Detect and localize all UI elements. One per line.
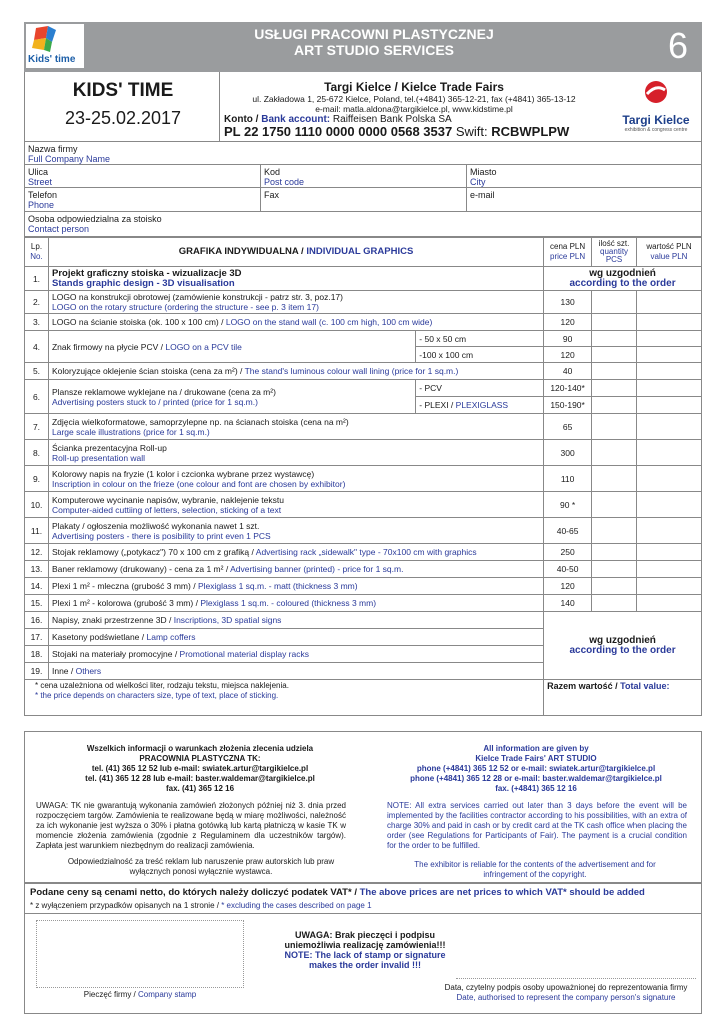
no-pl: Lp. xyxy=(30,242,43,251)
row-desc xyxy=(48,414,543,440)
street-field[interactable] xyxy=(24,165,260,188)
row-en: Roll-up presentation wall xyxy=(51,452,146,463)
head-en: INDIVIDUAL GRAPHICS xyxy=(306,246,414,257)
value-input[interactable] xyxy=(637,578,702,595)
table-row xyxy=(25,314,702,331)
row-desc xyxy=(48,595,543,612)
row-pl: Plexi 1 m² - mleczna (grubość 3 mm) / xyxy=(51,581,198,591)
company-label-en: Full Company Name xyxy=(28,154,111,164)
value-input[interactable] xyxy=(637,363,702,380)
event-name: KIDS' TIME xyxy=(72,80,174,101)
value-input[interactable] xyxy=(637,440,702,466)
row-desc xyxy=(48,466,543,492)
qty-en2: PCS xyxy=(605,255,623,264)
row-desc xyxy=(48,380,415,414)
head-pl: GRAFIKA INDYWIDUALNA / xyxy=(178,246,307,257)
targi-kielce-logo xyxy=(616,78,696,138)
row-en: Advertising posters stuck to / printed (price for 1 sq.m.) xyxy=(51,396,258,407)
table-row xyxy=(25,466,702,492)
row-pl: Koloryzujące oklejenie ścian stoiska (cena za m²) / xyxy=(51,366,245,376)
contact-pl-5: fax. (41) 365 12 16 xyxy=(165,784,235,793)
row-no: 15. xyxy=(25,595,49,612)
row-pl: Projekt graficzny stoiska - wizualizacje 3D xyxy=(51,267,242,279)
row-pl: Napisy, znaki przestrzenne 3D / xyxy=(51,615,174,625)
row-no: 3. xyxy=(25,314,49,331)
row-price: 120-140* xyxy=(544,380,592,397)
row-price: 150-190* xyxy=(544,397,592,414)
row-agree-2 xyxy=(544,612,702,680)
row-price: 120 xyxy=(544,578,592,595)
row-desc xyxy=(48,440,543,466)
row-en: Advertising posters - there is posibility to print even 1 PCS xyxy=(51,530,271,541)
row-en: LOGO on the rotary structure (ordering the structure - see p. 3 item 17) xyxy=(51,302,319,312)
col-no xyxy=(25,238,49,267)
row-pl: Komputerowe wycinanie napisów, wybranie, naklejenie tekstu xyxy=(51,494,284,505)
table-header-row xyxy=(25,238,702,267)
bank-pl: Konto / xyxy=(224,114,262,125)
row-no: 1. xyxy=(25,267,49,291)
row-pl: Znak firmowy na płycie PCV / xyxy=(51,341,166,352)
qty-input[interactable] xyxy=(592,380,637,397)
event-dates: 23-25.02.2017 xyxy=(64,108,182,128)
qty-input[interactable] xyxy=(592,347,637,363)
row-no: 9. xyxy=(25,466,49,492)
row-pl: Plansze reklamowe wyklejane na / drukowane (cena za m²) xyxy=(51,386,276,397)
targi-logo-box xyxy=(608,72,702,142)
responsibility-en: The exhibitor is reliable for the contents of the advertisement and for infringement of the copyright. xyxy=(414,860,656,879)
val-pl: wartość PLN xyxy=(646,242,692,251)
account-number: PL 22 1750 1110 0000 0000 0568 3537 xyxy=(224,124,453,139)
row-desc xyxy=(48,629,543,646)
sign-en: Date, authorised to represent the company person's signature xyxy=(456,993,676,1002)
row-price: 110 xyxy=(544,466,592,492)
row-no: 16. xyxy=(25,612,49,629)
row-desc xyxy=(48,646,543,663)
agree-en: according to the order xyxy=(569,644,676,656)
qty-input[interactable] xyxy=(592,363,637,380)
row-pl: LOGO na konstrukcji obrotowej (zamówienie konstrukcji - patrz str. 3, poz.17) xyxy=(51,292,343,302)
table-row xyxy=(25,595,702,612)
row-desc xyxy=(48,314,543,331)
row-pl: Kolorowy napis na fryzie (1 kolor i czcionka wybrane przez wystawcę) xyxy=(51,468,315,479)
row-en: Large scale illustrations (price for 1 sq.m.) xyxy=(51,426,210,437)
row-no: 2. xyxy=(25,291,49,314)
row-en: LOGO on a PCV tile xyxy=(165,341,242,352)
row-en: Promotional material display racks xyxy=(179,649,309,659)
fax-label: Fax xyxy=(264,190,280,200)
qty-en1: quantity xyxy=(600,247,629,256)
row-no: 11. xyxy=(25,518,49,544)
contact-label-pl: Osoba odpowiedzialna za stoisko xyxy=(28,214,162,224)
row-no: 4. xyxy=(25,331,49,363)
row-variant: - 50 x 50 cm xyxy=(416,331,544,347)
phone-label-en: Phone xyxy=(28,200,55,210)
row-no: 17. xyxy=(25,629,49,646)
agree-en: according to the order xyxy=(569,277,676,289)
row-no: 18. xyxy=(25,646,49,663)
price-pl: cena PLN xyxy=(550,242,586,251)
agree-pl: wg uzgodnień xyxy=(589,267,656,279)
row-pl: Stojak reklamowy („potykacz") 70 x 100 cm z grafiką / xyxy=(51,547,256,557)
vat-note xyxy=(30,887,645,898)
qty-input[interactable] xyxy=(592,331,637,347)
row-en: Plexiglass 1 sq.m. - matt (thickness 3 mm) xyxy=(197,581,358,591)
qty-input[interactable] xyxy=(592,314,637,331)
row-price: 120 xyxy=(544,314,592,331)
row-desc xyxy=(48,561,543,578)
contact-en-5: fax. (+4841) 365 12 16 xyxy=(495,784,577,793)
value-input[interactable] xyxy=(637,347,702,363)
row-en: Stands graphic design - 3D visualisation xyxy=(51,277,235,289)
postcode-field[interactable] xyxy=(260,165,466,188)
row-price: 130 xyxy=(544,291,592,314)
qty-input[interactable] xyxy=(592,291,637,314)
row-price: 40-50 xyxy=(544,561,592,578)
row-price: 120 xyxy=(544,347,592,363)
col-graphics xyxy=(48,238,543,267)
row-variant: - PCV xyxy=(416,380,544,397)
value-input[interactable] xyxy=(637,397,702,414)
contact-en-4: phone (+4841) 365 12 28 or e-mail: baster.waldemar@targikielce.pl xyxy=(410,774,662,783)
targi-logo-sub: exhibition & congress centre xyxy=(624,127,688,133)
row-no: 6. xyxy=(25,380,49,414)
row-pl: Kasetony podświetlane / xyxy=(51,632,147,642)
row-en: Computer-aided cuttiing of letters, selection, sticking of a text xyxy=(51,504,282,515)
table-row xyxy=(25,440,702,466)
agree-pl: wg uzgodnień xyxy=(589,634,656,646)
value-input[interactable] xyxy=(637,466,702,492)
note-pl: * cena uzależniona od wielkości liter, rodzaju tekstu, miejsca naklejenia. xyxy=(35,681,289,690)
targi-logo-name: Targi Kielce xyxy=(622,113,690,127)
price-en: price PLN xyxy=(550,252,586,261)
table-row xyxy=(25,331,702,347)
stamp-company-en: Company stamp xyxy=(137,990,197,999)
row-en: LOGO on the stand wall (c. 100 cm high, 100 cm wide) xyxy=(225,317,433,327)
company-stamp-label xyxy=(36,990,244,1000)
row-price: 40-65 xyxy=(544,518,592,544)
row-en: Plexiglass 1 sq.m. - coloured (thickness 3 mm) xyxy=(200,598,377,608)
value-input[interactable] xyxy=(637,492,702,518)
row-price: 300 xyxy=(544,440,592,466)
row-desc xyxy=(48,612,543,629)
header-bar xyxy=(24,22,702,72)
city-label-en: City xyxy=(470,177,486,187)
code-label-en: Post code xyxy=(264,177,305,187)
row-pl: Plakaty / ogłoszenia możliwość wykonania nawet 1 szt. xyxy=(51,520,260,531)
event-box xyxy=(24,72,220,142)
contact-pl-1: Wszelkich informacji o warunkach złożenia zlecenia udziela xyxy=(86,744,314,753)
row-no: 5. xyxy=(25,363,49,380)
row-desc xyxy=(48,331,415,363)
row-agree xyxy=(544,267,702,291)
company-label-pl: Nazwa firmy xyxy=(28,144,78,154)
responsibility-pl: Odpowiedzialność za treść reklam lub naruszenie praw autorskich lub praw wyłącznych ponosi wyłącznie wystawca. xyxy=(67,857,335,876)
vat-en: The above prices are net prices to which VAT* should be added xyxy=(359,887,645,898)
qty-input[interactable] xyxy=(592,544,637,561)
contact-en xyxy=(386,744,686,794)
table-row xyxy=(25,612,702,629)
contact-en-2: Kielce Trade Fairs' ART STUDIO xyxy=(475,754,597,763)
row-price: 250 xyxy=(544,544,592,561)
row-pl: Stojaki na materiały promocyjne / xyxy=(51,649,180,659)
val-en: value PLN xyxy=(650,252,688,261)
org-address-line: ul. Zakładowa 1, 25-672 Kielce, Poland, tel.(+4841) 365-12-21, fax (+4841) 365-13-12 xyxy=(252,94,576,104)
no-en: No. xyxy=(30,252,43,261)
qty-input[interactable] xyxy=(592,466,637,492)
col-value xyxy=(637,238,702,267)
row-no: 14. xyxy=(25,578,49,595)
value-input[interactable] xyxy=(637,518,702,544)
swift-code: RCBWPLPW xyxy=(491,124,570,139)
row-pl: Inne / xyxy=(51,666,76,676)
code-label-pl: Kod xyxy=(264,167,281,177)
qty-input[interactable] xyxy=(592,578,637,595)
col-qty xyxy=(592,238,637,267)
value-input[interactable] xyxy=(637,595,702,612)
bank-en: Bank account: xyxy=(261,114,333,125)
value-input[interactable] xyxy=(637,314,702,331)
row-desc xyxy=(48,518,543,544)
value-input[interactable] xyxy=(637,544,702,561)
row-pl: Zdjęcia wielkoformatowe, samoprzylepne np. na ścianach stoiska (cena na m²) xyxy=(51,416,349,427)
row-pl: Ścianka prezentacyjna Roll-up xyxy=(51,442,167,453)
note-en: * the price depends on characters size, type of text, place of sticking. xyxy=(35,691,279,700)
bank-name: Raiffeisen Bank Polska SA xyxy=(332,114,452,125)
contact-pl-3: tel. (41) 365 12 52 lub e-mail: swiatek.artur@targikielce.pl xyxy=(91,764,309,773)
table-row xyxy=(25,561,702,578)
table-row xyxy=(25,414,702,440)
qty-input[interactable] xyxy=(592,561,637,578)
kidstime-logo xyxy=(26,24,84,68)
row-price: 90 xyxy=(544,331,592,347)
row-desc xyxy=(48,492,543,518)
table-row xyxy=(25,544,702,561)
row-price: 40 xyxy=(544,363,592,380)
qty-input[interactable] xyxy=(592,518,637,544)
contact-pl xyxy=(40,744,360,794)
row-en: Advertising rack „sidewalk" type - 70x100 cm with graphics xyxy=(255,547,477,557)
total-en: Total value: xyxy=(620,681,670,691)
row-price: 140 xyxy=(544,595,592,612)
contact-pl-4: tel. (41) 365 12 28 lub e-mail: baster.waldemar@targikielce.pl xyxy=(85,774,315,783)
row-pl: LOGO na ścianie stoiska (ok. 100 x 100 cm) / xyxy=(51,317,226,327)
row-no: 19. xyxy=(25,663,49,680)
qty-input[interactable] xyxy=(592,440,637,466)
row-variant xyxy=(416,397,544,414)
contact-person-field[interactable] xyxy=(24,212,702,237)
table-row xyxy=(25,363,702,380)
stamp-company-pl: Pieczęć firmy / xyxy=(83,990,138,999)
logo-text: Kids' time xyxy=(28,54,76,65)
email-label: e-mail xyxy=(470,190,495,200)
warning-pl: UWAGA: TK nie gwarantują wykonania zamówień złożonych później niż 3. dnia przed rozpoczęciem targów. Zamówienia te realizowane będą w miarę możliwości, należność za ich wykonanie jest wyższa o 30% i płatna gotówką lub kartą płatniczą w kasie TK w momencie złożenia zamówienia (zgodnie z Regulaminem dla uczestników targów). Zapłata jest warunkiem niezbędnym do realizacji zamówienia. xyxy=(36,801,346,850)
title-en: ART STUDIO SERVICES xyxy=(294,42,454,58)
divider xyxy=(24,913,702,914)
contact-label-en: Contact person xyxy=(28,224,90,234)
row-en: Others xyxy=(75,666,102,676)
org-address xyxy=(220,94,608,114)
row-no: 8. xyxy=(25,440,49,466)
variant-pl: - PLEXI / xyxy=(419,400,456,410)
vat-pl: Podane ceny są cenami netto, do których należy doliczyć podatek VAT* / xyxy=(30,887,360,898)
row-desc xyxy=(48,267,543,291)
qty-pl: ilość szt. xyxy=(598,239,630,248)
value-input[interactable] xyxy=(637,331,702,347)
stamp-w4: makes the order invalid !!! xyxy=(308,960,422,970)
row-no: 12. xyxy=(25,544,49,561)
organizer-box xyxy=(220,72,608,142)
city-field[interactable] xyxy=(466,165,702,188)
qty-input[interactable] xyxy=(592,595,637,612)
table-row xyxy=(25,267,702,291)
row-pl: Baner reklamowy (drukowany) - cena za 1 m² / xyxy=(51,564,231,574)
vat-sub xyxy=(30,901,372,910)
stamp-w2: uniemożliwia realizację zamówienia!!! xyxy=(284,940,446,950)
account-line xyxy=(224,124,569,139)
org-email-line: e-mail: matla.aldona@targikielce.pl, www.kidstime.pl xyxy=(315,104,513,114)
qty-input[interactable] xyxy=(592,414,637,440)
table-row xyxy=(25,518,702,544)
stamp-w1: UWAGA: Brak pieczęci i podpisu xyxy=(294,930,436,940)
street-label-en: Street xyxy=(28,177,53,187)
sign-pl: Data, czytelny podpis osoby upoważnionej do reprezentowania firmy xyxy=(444,983,688,992)
page-title xyxy=(184,26,564,58)
row-pl: Plexi 1 m² - kolorowa (grubość 3 mm) / xyxy=(51,598,201,608)
contact-en-3: phone (+4841) 365 12 52 or e-mail: swiatek.artur@targikielce.pl xyxy=(416,764,656,773)
vat-sub-en: * excluding the cases described on page 1 xyxy=(221,901,372,910)
row-en: The stand's luminous colour wall lining (price for 1 sq.m.) xyxy=(244,366,459,376)
row-price: 90 * xyxy=(544,492,592,518)
value-input[interactable] xyxy=(637,380,702,397)
row-en: Inscription in colour on the frieze (one colour and font are chosen by exhibitor) xyxy=(51,478,346,489)
company-field[interactable] xyxy=(24,142,702,165)
stamp-warning xyxy=(260,930,470,970)
warning-en: NOTE: All extra services carried out later than 3 days before the event will be implemented by the facilities contractor according to his possibilities, with an extra of charge 30% and paid in cash or by credit card at the TK cash office when placing the order (see Regulations for Participants of Fair). The payment is a crucial condition for the order to be fulfilled. xyxy=(387,801,687,850)
company-stamp-area[interactable] xyxy=(36,920,244,988)
contact-pl-2: PRACOWNIA PLASTYCZNA TK: xyxy=(139,754,261,763)
city-label-pl: Miasto xyxy=(470,167,497,177)
fax-field[interactable] xyxy=(260,188,466,212)
table-row xyxy=(25,492,702,518)
row-variant: -100 x 100 cm xyxy=(416,347,544,363)
row-en: Lamp coffers xyxy=(146,632,196,642)
row-desc xyxy=(48,544,543,561)
qty-input[interactable] xyxy=(592,492,637,518)
signature-label xyxy=(430,983,702,1003)
org-name: Targi Kielce / Kielce Trade Fairs xyxy=(324,80,504,94)
swift-label: Swift: xyxy=(452,124,492,139)
contact-en-1: All information are given by xyxy=(483,744,589,753)
row-desc xyxy=(48,578,543,595)
value-input[interactable] xyxy=(637,561,702,578)
price-notes xyxy=(25,680,544,716)
row-desc xyxy=(48,663,543,680)
row-desc xyxy=(48,291,543,314)
signature-line[interactable] xyxy=(456,978,696,979)
row-no: 10. xyxy=(25,492,49,518)
street-label-pl: Ulica xyxy=(28,167,49,177)
email-field[interactable] xyxy=(466,188,702,212)
total-pl: Razem wartość / xyxy=(547,681,621,691)
row-en: Advertising banner (printed) - price for 1 sq.m. xyxy=(230,564,404,574)
row-no: 7. xyxy=(25,414,49,440)
stamp-w3: NOTE: The lack of stamp or signature xyxy=(284,950,446,960)
row-en: Inscriptions, 3D spatial signs xyxy=(173,615,282,625)
items-table xyxy=(24,237,702,716)
col-price xyxy=(544,238,592,267)
row-no: 13. xyxy=(25,561,49,578)
value-input[interactable] xyxy=(637,414,702,440)
qty-input[interactable] xyxy=(592,397,637,414)
phone-field[interactable] xyxy=(24,188,260,212)
table-row xyxy=(25,578,702,595)
variant-en: PLEXIGLASS xyxy=(455,400,509,410)
notes-row xyxy=(25,680,702,716)
row-price: 65 xyxy=(544,414,592,440)
page-number: 6 xyxy=(667,25,688,66)
row-desc xyxy=(48,363,543,380)
phone-label-pl: Telefon xyxy=(28,190,58,200)
title-pl: USŁUGI PRACOWNI PLASTYCZNEJ xyxy=(254,26,494,42)
total-value-field[interactable] xyxy=(544,680,702,716)
value-input[interactable] xyxy=(637,291,702,314)
vat-sub-pl: * z wyłączeniem przypadków opisanych na 1 stronie / xyxy=(30,901,222,910)
table-row xyxy=(25,291,702,314)
table-row xyxy=(25,380,702,397)
